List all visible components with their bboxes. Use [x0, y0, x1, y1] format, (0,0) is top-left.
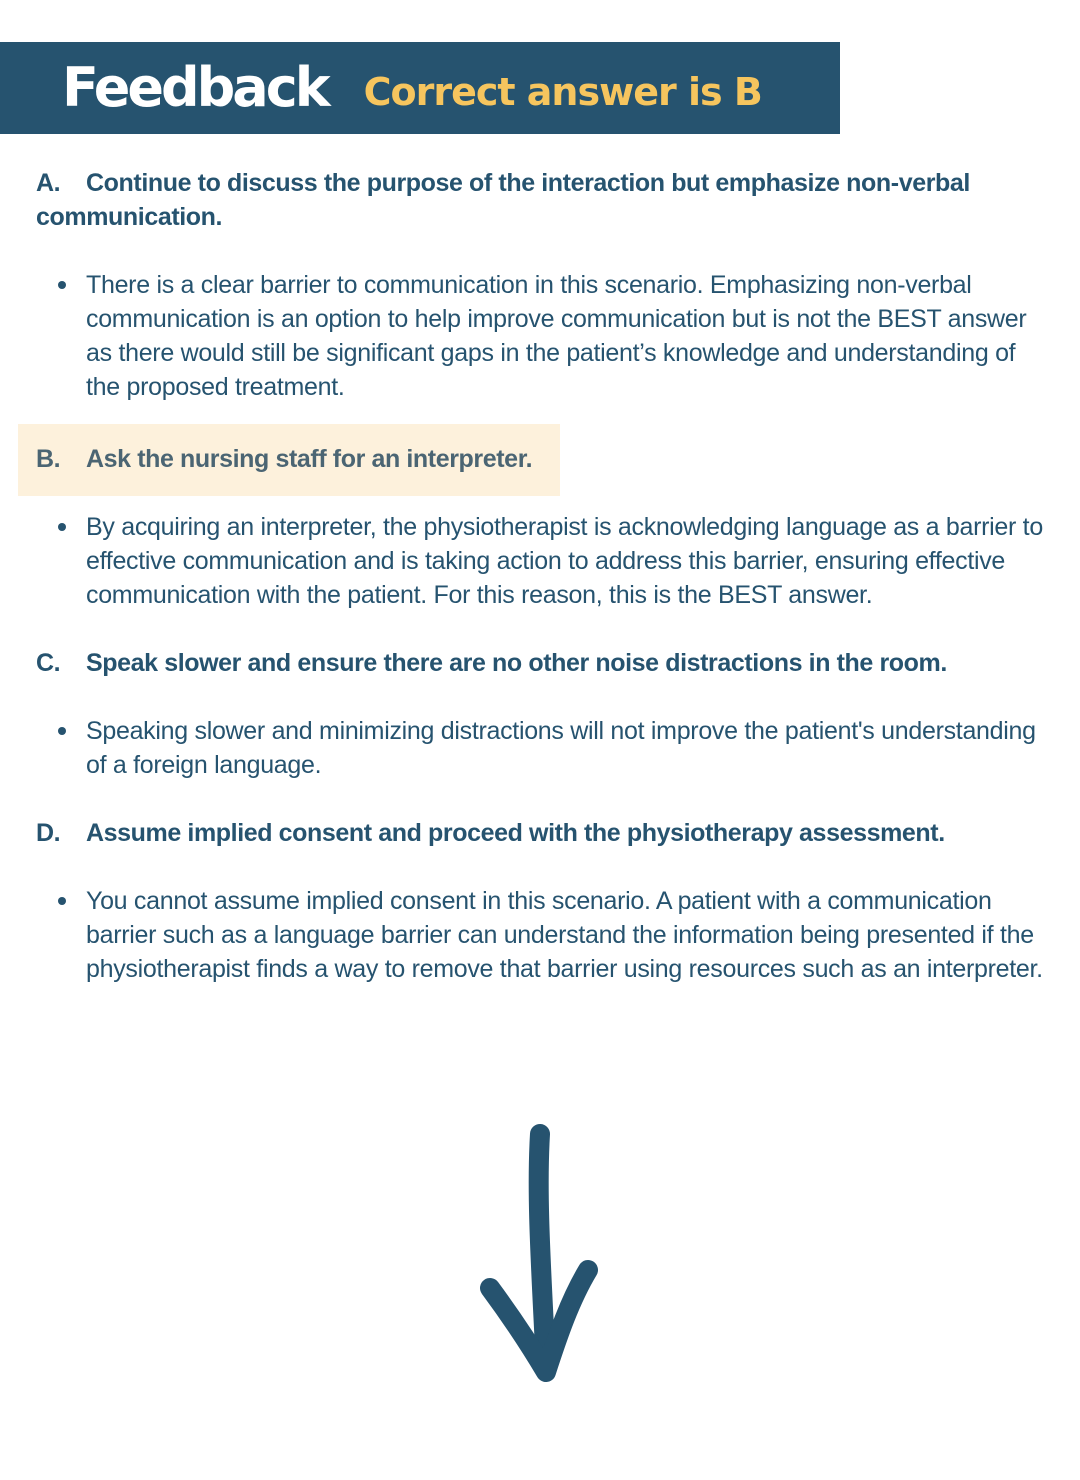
option-heading	[36, 166, 1046, 234]
option-c	[36, 646, 1046, 782]
feedback-content	[36, 166, 1046, 986]
option-heading-correct	[18, 424, 560, 496]
option-d	[36, 816, 1046, 986]
bullet-icon	[58, 727, 66, 735]
feedback-text: There is a clear barrier to communication in this scenario. Emphasizing non-verbal communication is an option to help improve communication but is not the BEST answer as there would still be significant gaps in the patient’s knowledge and understanding of the proposed treatment.	[86, 271, 1027, 401]
option-a	[36, 166, 1046, 404]
feedback-item	[36, 268, 1046, 404]
feedback-text: You cannot assume implied consent in this scenario. A patient with a communication barrier such as a language barrier can understand the information being presented if the physiotherapist finds a way to remove that barrier using resources such as an interpreter.	[86, 887, 1043, 983]
feedback-list	[36, 510, 1046, 612]
feedback-item	[36, 510, 1046, 612]
feedback-list	[36, 268, 1046, 404]
option-text: Speak slower and ensure there are no other noise distractions in the room.	[86, 649, 947, 677]
option-letter: A.	[36, 169, 61, 197]
option-letter: C.	[36, 649, 61, 677]
bullet-icon	[58, 897, 66, 905]
option-heading	[36, 646, 1046, 680]
option-letter: B.	[36, 445, 61, 473]
option-text: Ask the nursing staff for an interpreter.	[86, 445, 533, 473]
option-heading	[36, 816, 1046, 850]
option-b	[36, 424, 1046, 612]
feedback-item	[36, 884, 1046, 986]
correct-answer-label: Correct answer is B	[363, 70, 762, 114]
feedback-item	[36, 714, 1046, 782]
feedback-text: By acquiring an interpreter, the physiotherapist is acknowledging language as a barrier to effective communication and is taking action to address this barrier, ensuring effective communication with the patient. For this reason, this is the BEST answer.	[86, 513, 1043, 609]
option-text: Continue to discuss the purpose of the interaction but emphasize non-verbal communication.	[36, 169, 970, 231]
feedback-banner	[0, 42, 840, 134]
feedback-list	[36, 884, 1046, 986]
option-letter: D.	[36, 819, 61, 847]
down-arrow-icon	[470, 1120, 610, 1395]
banner-title: Feedback	[62, 56, 328, 119]
bullet-icon	[58, 523, 66, 531]
bullet-icon	[58, 281, 66, 289]
feedback-text: Speaking slower and minimizing distractions will not improve the patient's understanding of a foreign language.	[86, 717, 1036, 779]
option-text: Assume implied consent and proceed with the physiotherapy assessment.	[86, 819, 945, 847]
feedback-list	[36, 714, 1046, 782]
